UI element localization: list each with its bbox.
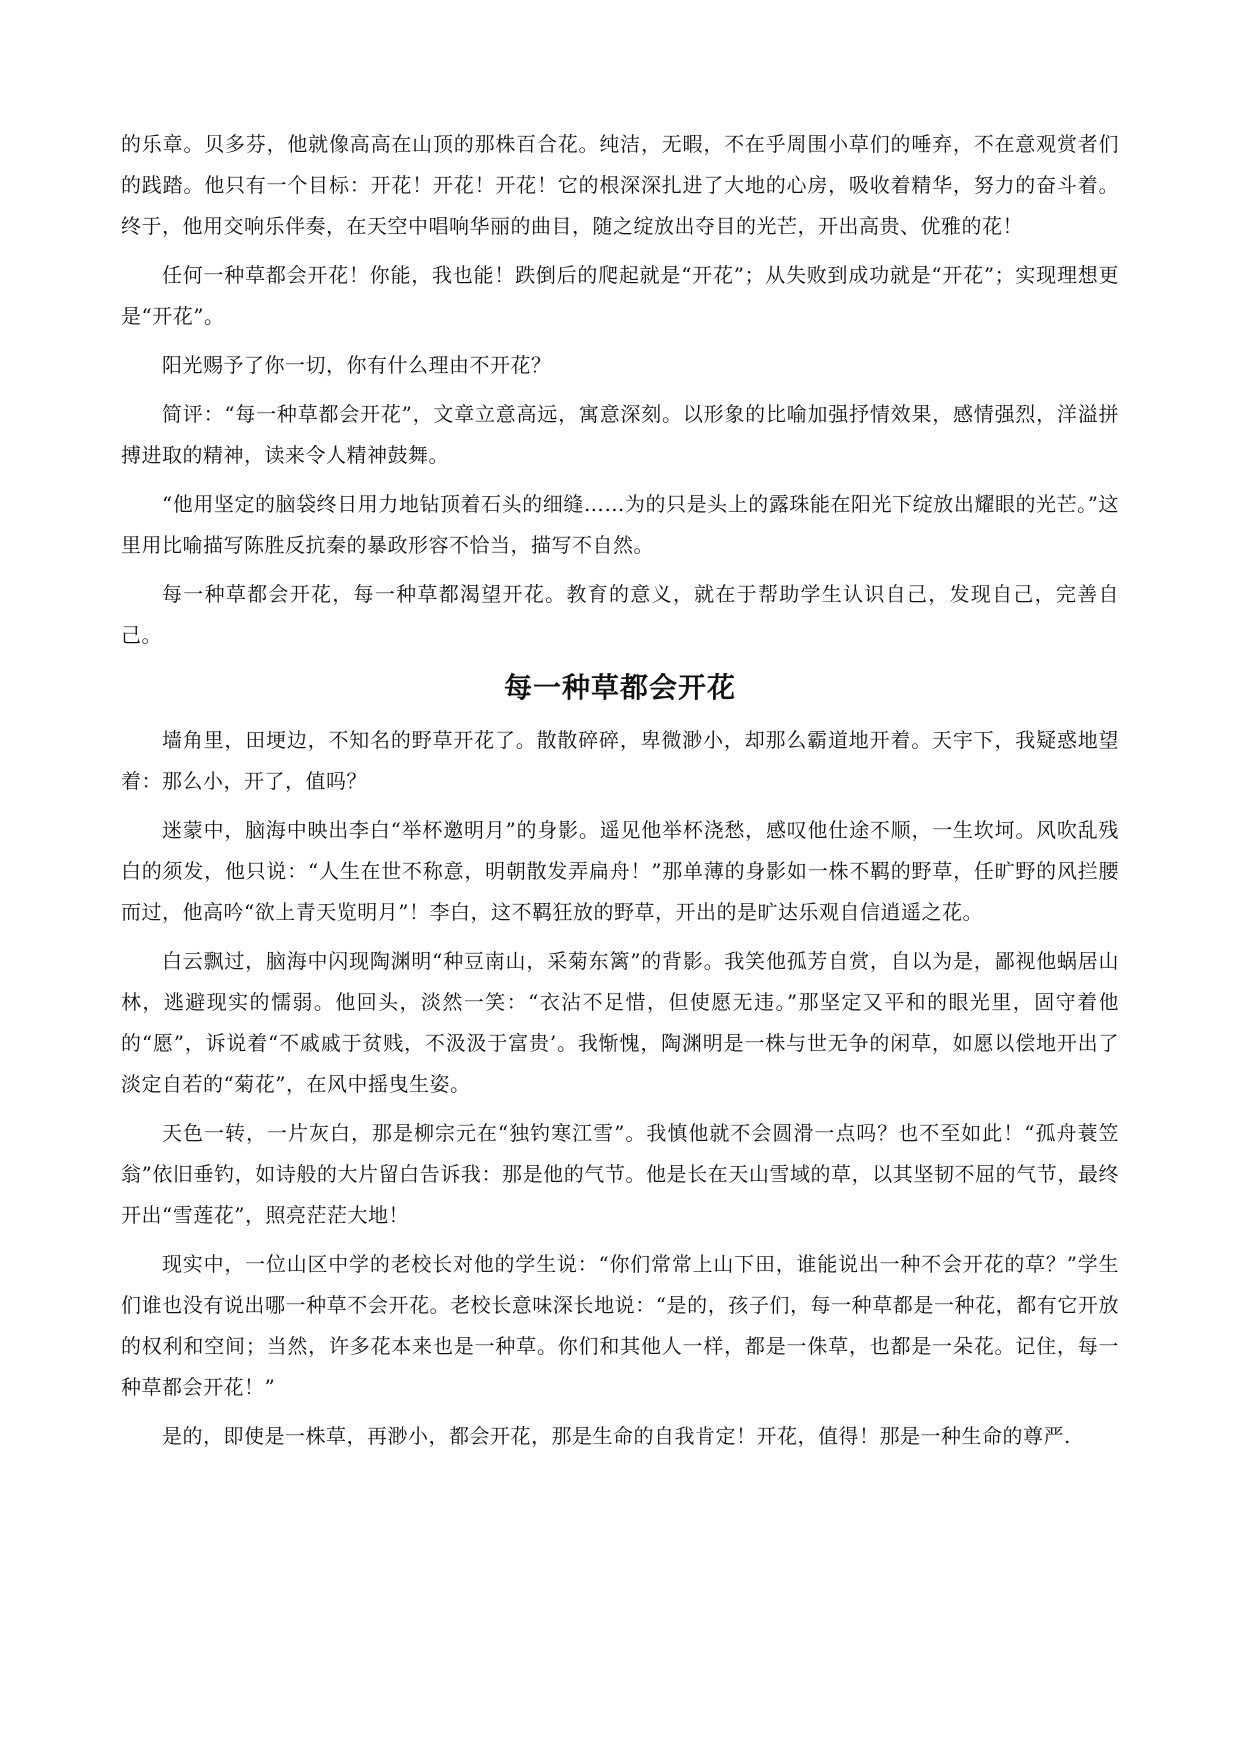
paragraph: 现实中，一位山区中学的老校长对他的学生说：“你们常常上山下田，谁能说出一种不会开花的草？”学生们谁也没有说出哪一种草不会开花。老校长意味深长地说：“是的，孩子们，每一种草都是一种花，都有它开放的权利和空间；当然，许多花本来也是一种草。你们和其他人一样，都是一侏草，也都是一朵花。记住，每一种草都会开花！” bbox=[121, 1252, 1119, 1399]
essay-title: 每一种草都会开花 bbox=[503, 671, 736, 704]
paragraph: 天色一转，一片灰白，那是柳宗元在“独钓寒江雪”。我慎他就不会圆滑一点吗？也不至如此！“孤舟蓑笠翁”依旧垂钓，如诗般的大片留白告诉我：那是他的气节。他是长在天山雪域的草，以其坚韧不屈的气节，最终开出“雪莲花”，照亮茫茫大地！ bbox=[121, 1121, 1119, 1227]
review-paragraph: 简评：“每一种草都会开花”，文章立意高远，寓意深刻。以形象的比喻加强抒情效果，感情强烈，洋溢拼搏进取的精神，读来令人精神鼓舞。 bbox=[121, 402, 1119, 467]
paragraph: 阳光赐予了你一切，你有什么理由不开花？ bbox=[162, 353, 552, 377]
document-body bbox=[121, 124, 1119, 1457]
paragraph: 每一种草都会开花，每一种草都渴望开花。教育的意义，就在于帮助学生认识自己，发现自己，完善自己。 bbox=[121, 582, 1119, 647]
paragraph: 迷蒙中，脑海中映出李白“举杯邀明月”的身影。遥见他举杯浇愁，感叹他仕途不顺，一生坎坷。风吹乱残白的须发，他只说：“人生在世不称意，明朝散发弄扁舟！”那单薄的身影如一株不羁的野草，任旷野的风拦腰而过，他高吟“欲上青天览明月”！李白，这不羁狂放的野草，开出的是旷达乐观自信逍遥之花。 bbox=[121, 818, 1119, 924]
paragraph: 白云飘过，脑海中闪现陶渊明“种豆南山，采菊东篱”的背影。我笑他孤芳自赏，自以为是，鄙视他蜗居山林，逃避现实的懦弱。他回头，淡然一笑：“衣沾不足惜，但使愿无违。”那坚定又平和的眼光里，固守着他的“愿”，诉说着“不戚戚于贫贱，不汲汲于富贵’。我惭愧，陶渊明是一株与世无争的闲草，如愿以偿地开出了淡定自若的“菊花”，在风中摇曳生姿。 bbox=[121, 949, 1119, 1096]
paragraph: 是的，即使是一株草，再渺小，都会开花，那是生命的自我肯定！开花，值得！那是一种生命的尊严. bbox=[162, 1424, 1071, 1448]
paragraph: 墙角里，田埂边，不知名的野草开花了。散散碎碎，卑微渺小，却那么霸道地开着。天宇下，我疑惑地望着：那么小，开了，值吗？ bbox=[121, 728, 1119, 793]
review-quote-paragraph: “他用坚定的脑袋终日用力地钻顶着石头的细缝……为的只是头上的露珠能在阳光下绽放出耀眼的光芒。”这里用比喻描写陈胜反抗秦的暴政形容不恰当，描写不自然。 bbox=[121, 492, 1119, 557]
paragraph: 任何一种草都会开花！你能，我也能！跌倒后的爬起就是“开花”；从失败到成功就是“开花”；实现理想更是“开花”。 bbox=[121, 263, 1119, 328]
paragraph: 的乐章。贝多芬，他就像高高在山顶的那株百合花。纯洁，无暇，不在乎周围小草们的唾弃，不在意观赏者们的践踏。他只有一个目标：开花！开花！开花！它的根深深扎进了大地的心房，吸收着精华，努力的奋斗着。终于，他用交响乐伴奏，在天空中唱响华丽的曲目，随之绽放出夺目的光芒，开出高贵、优雅的花！ bbox=[121, 132, 1119, 238]
